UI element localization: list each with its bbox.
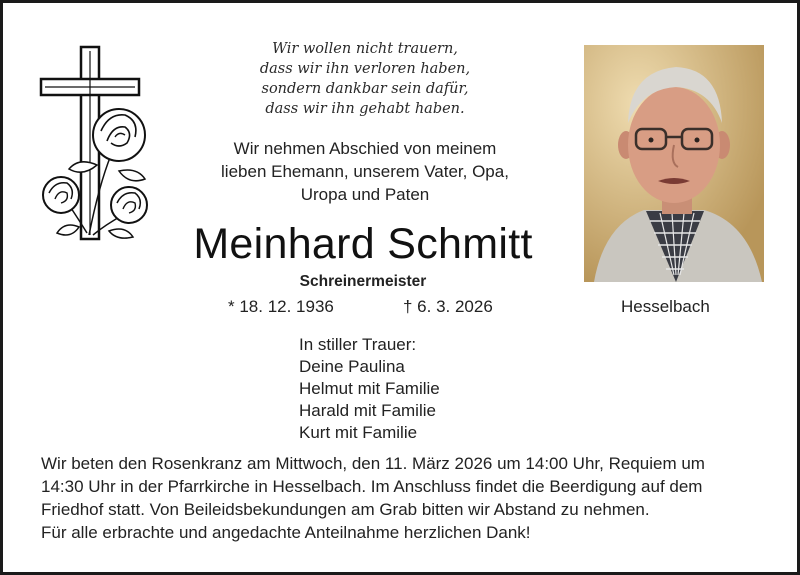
deceased-profession: Schreinermeister	[299, 273, 427, 290]
death-date: † 6. 3. 2026	[403, 297, 493, 316]
notice-line: Friedhof statt. Von Beileidsbekundungen am Grab bitten wir Abstand zu nehmen.	[41, 500, 650, 519]
service-notice	[41, 452, 771, 544]
deceased-name: Meinhard Schmitt	[193, 220, 533, 268]
intro-line: Wir nehmen Abschied von meinem	[233, 139, 497, 158]
poem-line: Wir wollen nicht trauern,	[272, 41, 458, 57]
intro-line: lieben Ehemann, unserem Vater, Opa,	[221, 162, 509, 181]
mourner-name: Deine Paulina	[299, 357, 405, 376]
hometown: Hesselbach	[621, 297, 710, 316]
intro-line: Uropa und Paten	[300, 185, 430, 204]
portrait-photo	[584, 45, 764, 282]
mourners-list	[299, 334, 440, 444]
mourner-name: Harald mit Familie	[299, 401, 436, 420]
mourner-name: Kurt mit Familie	[299, 423, 418, 442]
poem	[199, 39, 531, 119]
poem-line: dass wir ihn verloren haben,	[259, 61, 471, 77]
notice-line: Wir beten den Rosenkranz am Mittwoch, den 11. März 2026 um 14:00 Uhr, Requiem um	[41, 454, 705, 473]
poem-line: sondern dankbar sein dafür,	[261, 81, 469, 97]
cross-with-roses-icon	[39, 45, 159, 245]
notice-line: Für alle erbrachte und angedachte Anteilnahme herzlichen Dank!	[41, 523, 531, 542]
mourner-name: Helmut mit Familie	[299, 379, 440, 398]
notice-line: 14:30 Uhr in der Pfarrkirche in Hesselbach. Im Anschluss findet die Beerdigung auf dem	[41, 477, 703, 496]
mourners-heading: In stiller Trauer:	[299, 335, 417, 354]
farewell-intro	[189, 137, 541, 206]
birth-date: * 18. 12. 1936	[228, 297, 334, 316]
poem-line: dass wir ihn gehabt haben.	[265, 101, 465, 117]
